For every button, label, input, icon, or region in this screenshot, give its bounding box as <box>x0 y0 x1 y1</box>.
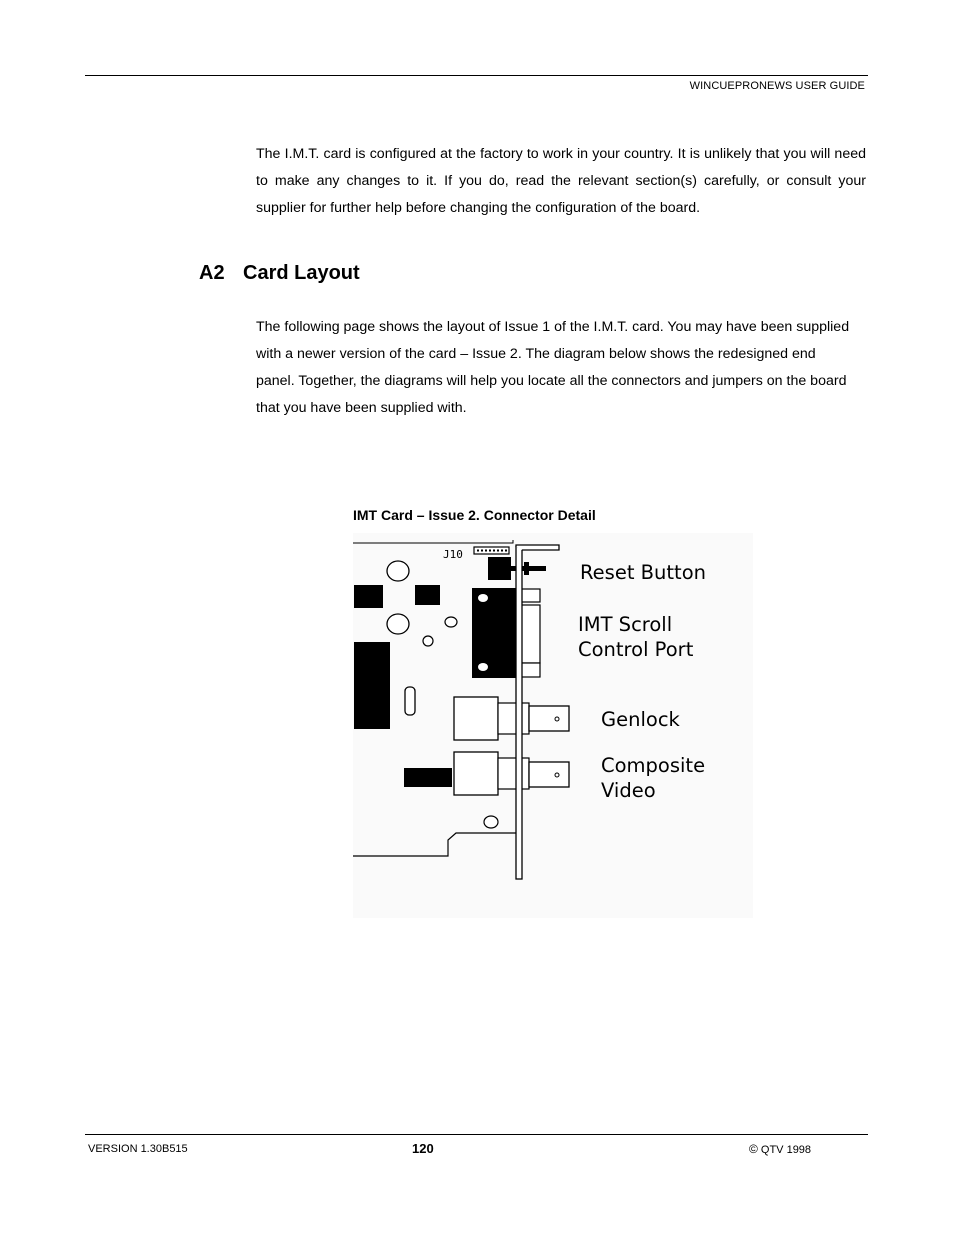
section-number: A2 <box>199 262 225 284</box>
composite-pin <box>555 773 559 777</box>
genlock-bnc-neck <box>498 703 529 734</box>
composite-bnc-neck <box>498 758 529 789</box>
footer-rule <box>85 1134 868 1135</box>
composite-label-line2: Video <box>601 779 656 802</box>
footer-copyright <box>749 1142 811 1156</box>
section-title: Card Layout <box>243 262 360 284</box>
reset-button-label: Reset Button <box>580 561 706 584</box>
page-number: 120 <box>412 1141 434 1156</box>
figure-caption: IMT Card – Issue 2. Connector Detail <box>353 507 596 523</box>
running-header: WINCUEPRONEWS USER GUIDE <box>689 80 865 92</box>
component-circle <box>387 561 409 581</box>
genlock-bnc-socket <box>529 706 569 731</box>
scroll-port-label-line2: Control Port <box>578 638 694 661</box>
genlock-bnc-body <box>454 697 498 740</box>
connector-diagram <box>353 533 753 918</box>
composite-bnc-socket <box>529 762 569 787</box>
component-circle <box>423 636 433 646</box>
component-chip <box>415 585 440 605</box>
j10-header <box>474 547 509 554</box>
port-shell <box>521 605 540 663</box>
copyright-text: QTV 1998 <box>760 1144 812 1156</box>
component-circle <box>484 816 498 828</box>
section-heading <box>199 262 360 285</box>
footer-version: VERSION 1.30B515 <box>88 1143 188 1155</box>
section-paragraph: The following page shows the layout of Issue 1 of the I.M.T. card. You may have been supplied with a newer version of the card – Issue 2. The diagram below shows the redesigned end panel. Together, the diagrams will help you locate all the connectors and jumpers on the board that you have been supplied with. <box>256 319 850 416</box>
scroll-port-label-line1: IMT Scroll <box>578 613 673 636</box>
component-circle <box>445 617 457 627</box>
component-chip <box>404 768 452 787</box>
genlock-pin <box>555 717 559 721</box>
mounting-hole <box>478 594 488 602</box>
port-shell <box>521 663 540 677</box>
composite-label-line1: Composite <box>601 754 706 777</box>
end-panel-lip <box>516 545 559 550</box>
component-block <box>354 642 390 729</box>
header-rule <box>85 75 868 76</box>
scroll-port-connector <box>472 588 519 678</box>
component-circle <box>387 614 409 634</box>
component-chip <box>354 585 383 608</box>
port-shell <box>521 589 540 602</box>
reset-button-body <box>488 557 511 580</box>
copyright-symbol: © <box>749 1142 758 1156</box>
intro-paragraph: The I.M.T. card is configured at the factory to work in your country. It is unlikely that you will need to make any changes to it. If you do, read the relevant section(s) carefully, or consult your supplier for further help before changing the configuration of the board. <box>256 146 866 216</box>
mounting-hole <box>478 663 488 671</box>
component-capacitor <box>405 687 415 715</box>
jumper-label: J10 <box>443 548 463 561</box>
composite-bnc-body <box>454 752 498 795</box>
end-panel-bracket <box>516 547 522 879</box>
genlock-label: Genlock <box>601 708 680 731</box>
